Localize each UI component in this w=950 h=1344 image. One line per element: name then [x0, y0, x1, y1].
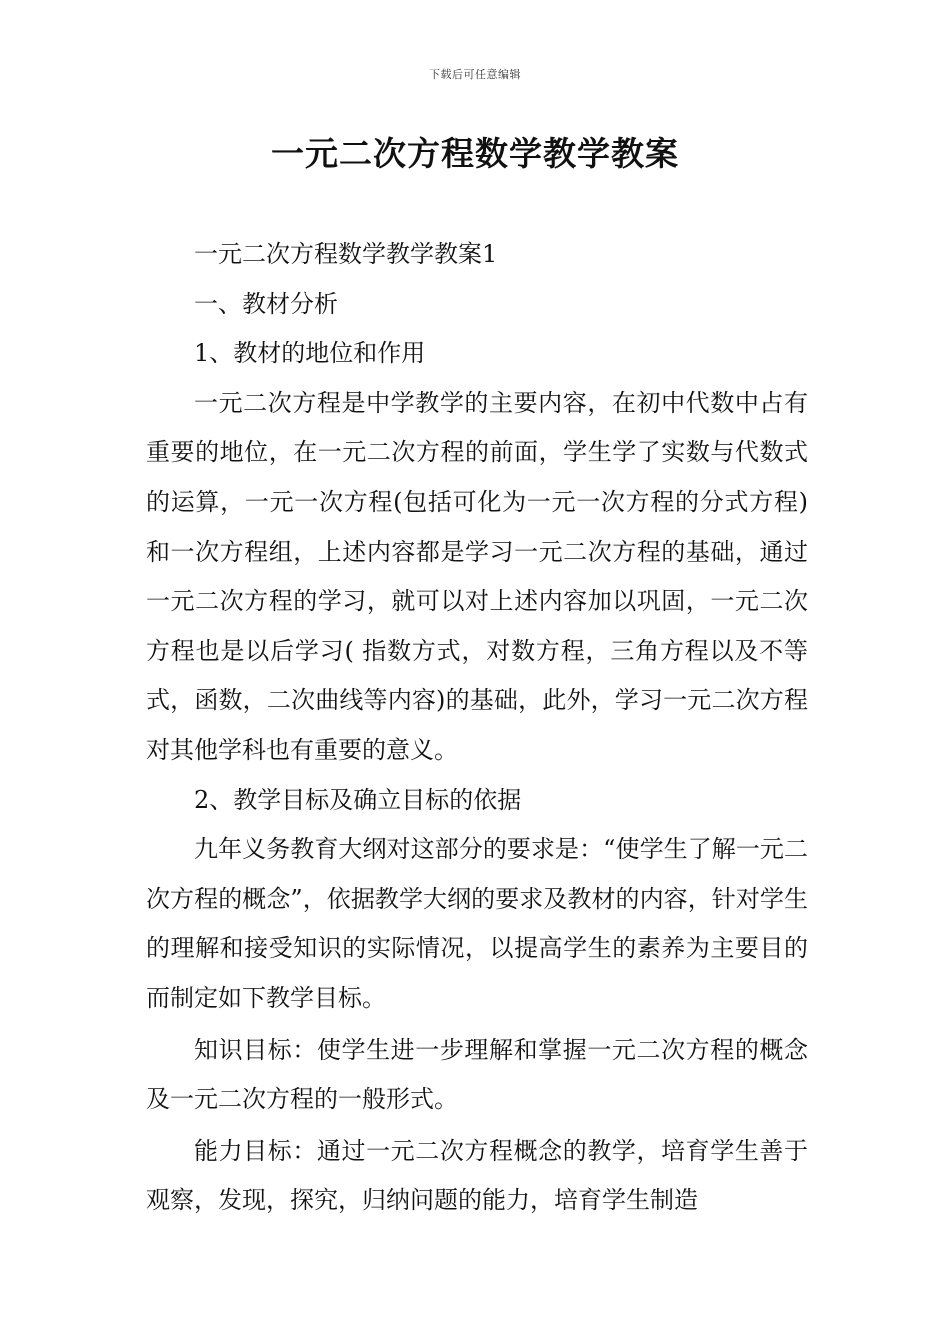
header-note: 下载后可任意编辑 [429, 68, 521, 81]
body-paragraph: 一元二次方程是中学教学的主要内容，在初中代数中占有重要的地位，在一元二次方程的前面，学生学了实数与代数式的运算，一元一次方程(包括可化为一元一次方程的分式方程)和一次方程组，上述内容都是学习一元二次方程的基础，通过一元二次方程的学习，就可以对上述内容加以巩固，一元二次方程也是以后学习( 指数方式，对数方程，三角方程以及不等式，函数，二次曲线等内容)的基础，此外，学习一元二次方程对其他学科也有重要的意义。 [146, 388, 808, 764]
body-paragraph: 能力目标：通过一元二次方程概念的教学，培育学生善于观察，发现，探究，归纳问题的能力，培育学生制造 [146, 1136, 808, 1215]
subsection-heading: 1、教材的地位和作用 [194, 339, 426, 368]
section-heading: 一元二次方程数学教学教案1 [194, 240, 498, 268]
body-paragraph: 知识目标：使学生进一步理解和掌握一元二次方程的概念及一元二次方程的一般形式。 [146, 1035, 808, 1114]
body-paragraph: 九年义务教育大纲对这部分的要求是：“使学生了解一元二次方程的概念”，依据教学大纲的要求及教材的内容，针对学生的理解和接受知识的实际情况，以提高学生的素养为主要目的而制定如下教学目标。 [146, 835, 808, 1012]
document-title: 一元二次方程数学教学教案 [271, 134, 679, 173]
document-body [146, 230, 808, 1226]
subsection-heading: 2、教学目标及确立目标的依据 [194, 785, 522, 814]
section-heading: 一、教材分析 [194, 289, 338, 318]
